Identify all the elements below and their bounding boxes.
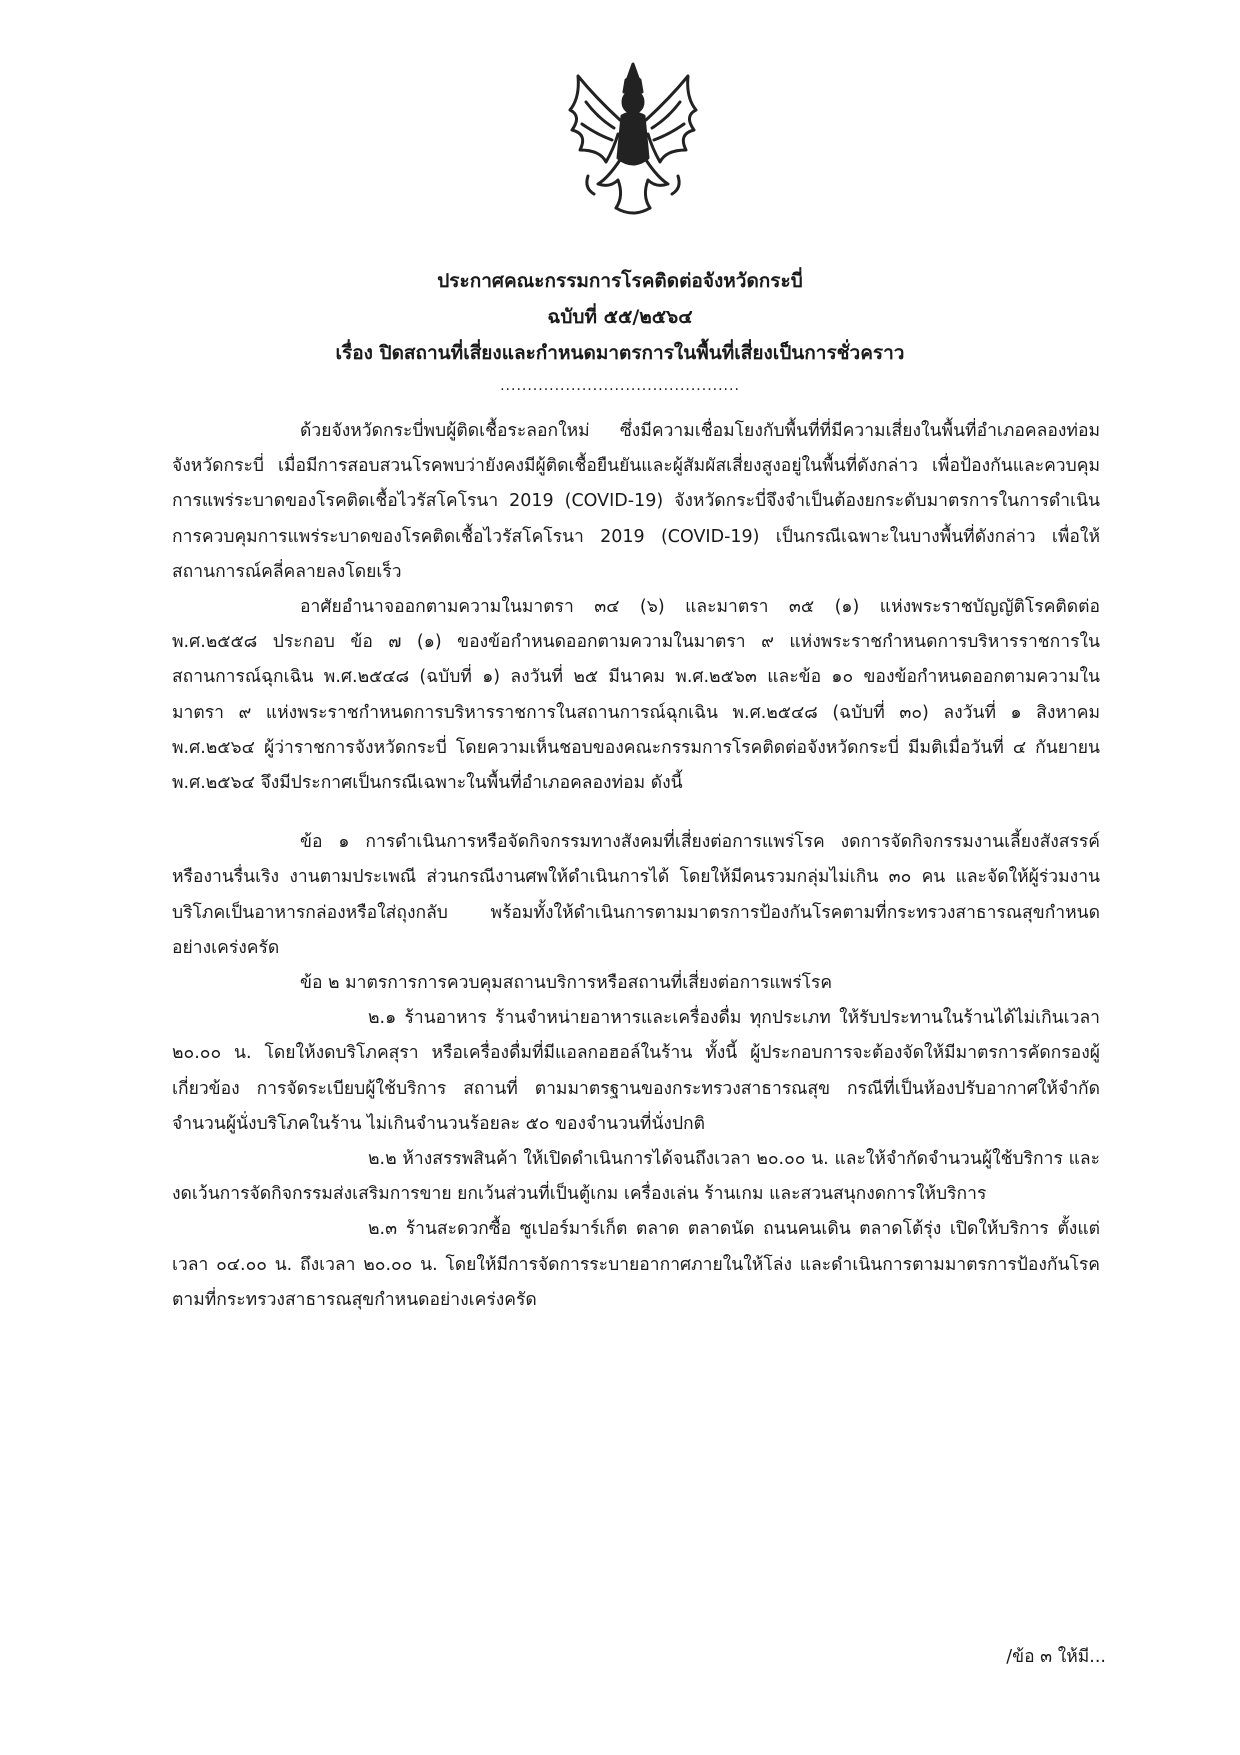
garuda-emblem xyxy=(558,58,708,220)
paragraph-preamble: ด้วยจังหวัดกระบี่พบผู้ติดเชื้อระลอกใหม่ ซึ่งมีความเชื่อมโยงกับพื้นที่ที่มีความเสี่ยงในพื้นที่อำเภอคลองท่อม จังหวัดกระบี่ เมื่อมีการสอบสวนโรคพบว่ายังคงมีผู้ติดเชื้อยืนยันและผู้สัมผัสเสี่ยงสูงอยู่ในพื้นที่ดังกล่าว เพื่อป้องกันและควบคุมการแพร่ระบาดของโรคติดเชื้อไวรัสโคโรนา 2019 (COVID-19) จังหวัดกระบี่จึงจำเป็นต้องยกระดับมาตรการในการดำเนินการควบคุมการแพร่ระบาดของโรคติดเชื้อไวรัสโคโรนา 2019 (COVID-19) เป็นกรณีเฉพาะในบางพื้นที่ดังกล่าว เพื่อให้สถานการณ์คลี่คลายลงโดยเร็ว xyxy=(172,421,1100,582)
continuation-note: /ข้อ ๓ ให้มี... xyxy=(1006,1647,1106,1667)
clause-2-1: ๒.๑ ร้านอาหาร ร้านจำหน่ายอาหารและเครื่องดื่ม ทุกประเภท ให้รับประทานในร้านได้ไม่เกินเวลา ๒๐.๐๐ น. โดยให้งดบริโภคสุรา หรือเครื่องดื่มที่มีแอลกอฮอล์ในร้าน ทั้งนี้ ผู้ประกอบการจะต้องจัดให้มีมาตรการคัดกรองผู้เกี่ยวข้อง การจัดระเบียบผู้ใช้บริการ สถานที่ ตามมาตรฐานของกระทรวงสาธารณสุข กรณีที่เป็นห้องปรับอากาศให้จำกัดจำนวนผู้นั่งบริโภคในร้าน ไม่เกินจำนวนร้อยละ ๕๐ ของจำนวนที่นั่งปกติ xyxy=(172,1008,1100,1134)
subject-line: เรื่อง ปิดสถานที่เสี่ยงและกำหนดมาตรการในพื้นที่เสี่ยงเป็นการชั่วคราว xyxy=(335,342,905,364)
issue-number: ฉบับที่ ๕๕/๒๕๖๔ xyxy=(547,306,693,328)
clause-2-2: ๒.๒ ห้างสรรพสินค้า ให้เปิดดำเนินการได้จนถึงเวลา ๒๐.๐๐ น. และให้จำกัดจำนวนผู้ใช้บริการ และงดเว้นการจัดกิจกรรมส่งเสริมการขาย ยกเว้นส่วนที่เป็นตู้เกม เครื่องเล่น ร้านเกม และสวนสนุกงดการให้บริการ xyxy=(172,1149,1100,1205)
clause-2: ข้อ ๒ มาตรการการควบคุมสถานบริการหรือสถานที่เสี่ยงต่อการแพร่โรค xyxy=(300,973,833,994)
paragraph-legal-basis: อาศัยอำนาจออกตามความในมาตรา ๓๔ (๖) และมาตรา ๓๕ (๑) แห่งพระราชบัญญัติโรคติดต่อ พ.ศ.๒๕๕๘ ประกอบ ข้อ ๗ (๑) ของข้อกำหนดออกตามความในมาตรา ๙ แห่งพระราชกำหนดการบริหารราชการในสถานการณ์ฉุกเฉิน พ.ศ.๒๕๔๘ (ฉบับที่ ๑) ลงวันที่ ๒๕ มีนาคม พ.ศ.๒๕๖๓ และข้อ ๑๐ ของข้อกำหนดออกตามความในมาตรา ๙ แห่งพระราชกำหนดการบริหารราชการในสถานการณ์ฉุกเฉิน พ.ศ.๒๕๔๘ (ฉบับที่ ๓๐) ลงวันที่ ๑ สิงหาคม พ.ศ.๒๕๖๔ ผู้ว่าราชการจังหวัดกระบี่ โดยความเห็นชอบของคณะกรรมการโรคติดต่อจังหวัดกระบี่ มีมติเมื่อวันที่ ๔ กันยายน พ.ศ.๒๕๖๔ จึงมีประกาศเป็นกรณีเฉพาะในพื้นที่อำเภอคลองท่อม ดังนี้ xyxy=(172,597,1100,794)
announcement-title: ประกาศคณะกรรมการโรคติดต่อจังหวัดกระบี่ xyxy=(437,270,803,292)
clause-1: ข้อ ๑ การดำเนินการหรือจัดกิจกรรมทางสังคมที่เสี่ยงต่อการแพร่โรค งดการจัดกิจกรรมงานเลี้ยงสังสรรค์ หรืองานรื่นเริง งานตามประเพณี ส่วนกรณีงานศพให้ดำเนินการได้ โดยให้มีคนรวมกลุ่มไม่เกิน ๓๐ คน และจัดให้ผู้ร่วมงานบริโภคเป็นอาหารกล่องหรือใส่ถุงกลับ พร้อมทั้งให้ดำเนินการตามมาตรการป้องกันโรคตามที่กระทรวงสาธารณสุขกำหนดอย่างเคร่งครัด xyxy=(172,832,1100,958)
document-header xyxy=(0,266,1240,394)
document-body xyxy=(172,414,1100,1318)
clause-2-3: ๒.๓ ร้านสะดวกซื้อ ซูเปอร์มาร์เก็ต ตลาด ตลาดนัด ถนนคนเดิน ตลาดโต้รุ่ง เปิดให้บริการ ตั้งแต่เวลา ๐๔.๐๐ น. ถึงเวลา ๒๐.๐๐ น. โดยให้มีการจัดการระบายอากาศภายในให้โล่ง และดำเนินการตามมาตรการป้องกันโรคตามที่กระทรวงสาธารณสุขกำหนดอย่างเคร่งครัด xyxy=(172,1219,1100,1310)
dotted-separator: ............................................ xyxy=(500,378,740,394)
